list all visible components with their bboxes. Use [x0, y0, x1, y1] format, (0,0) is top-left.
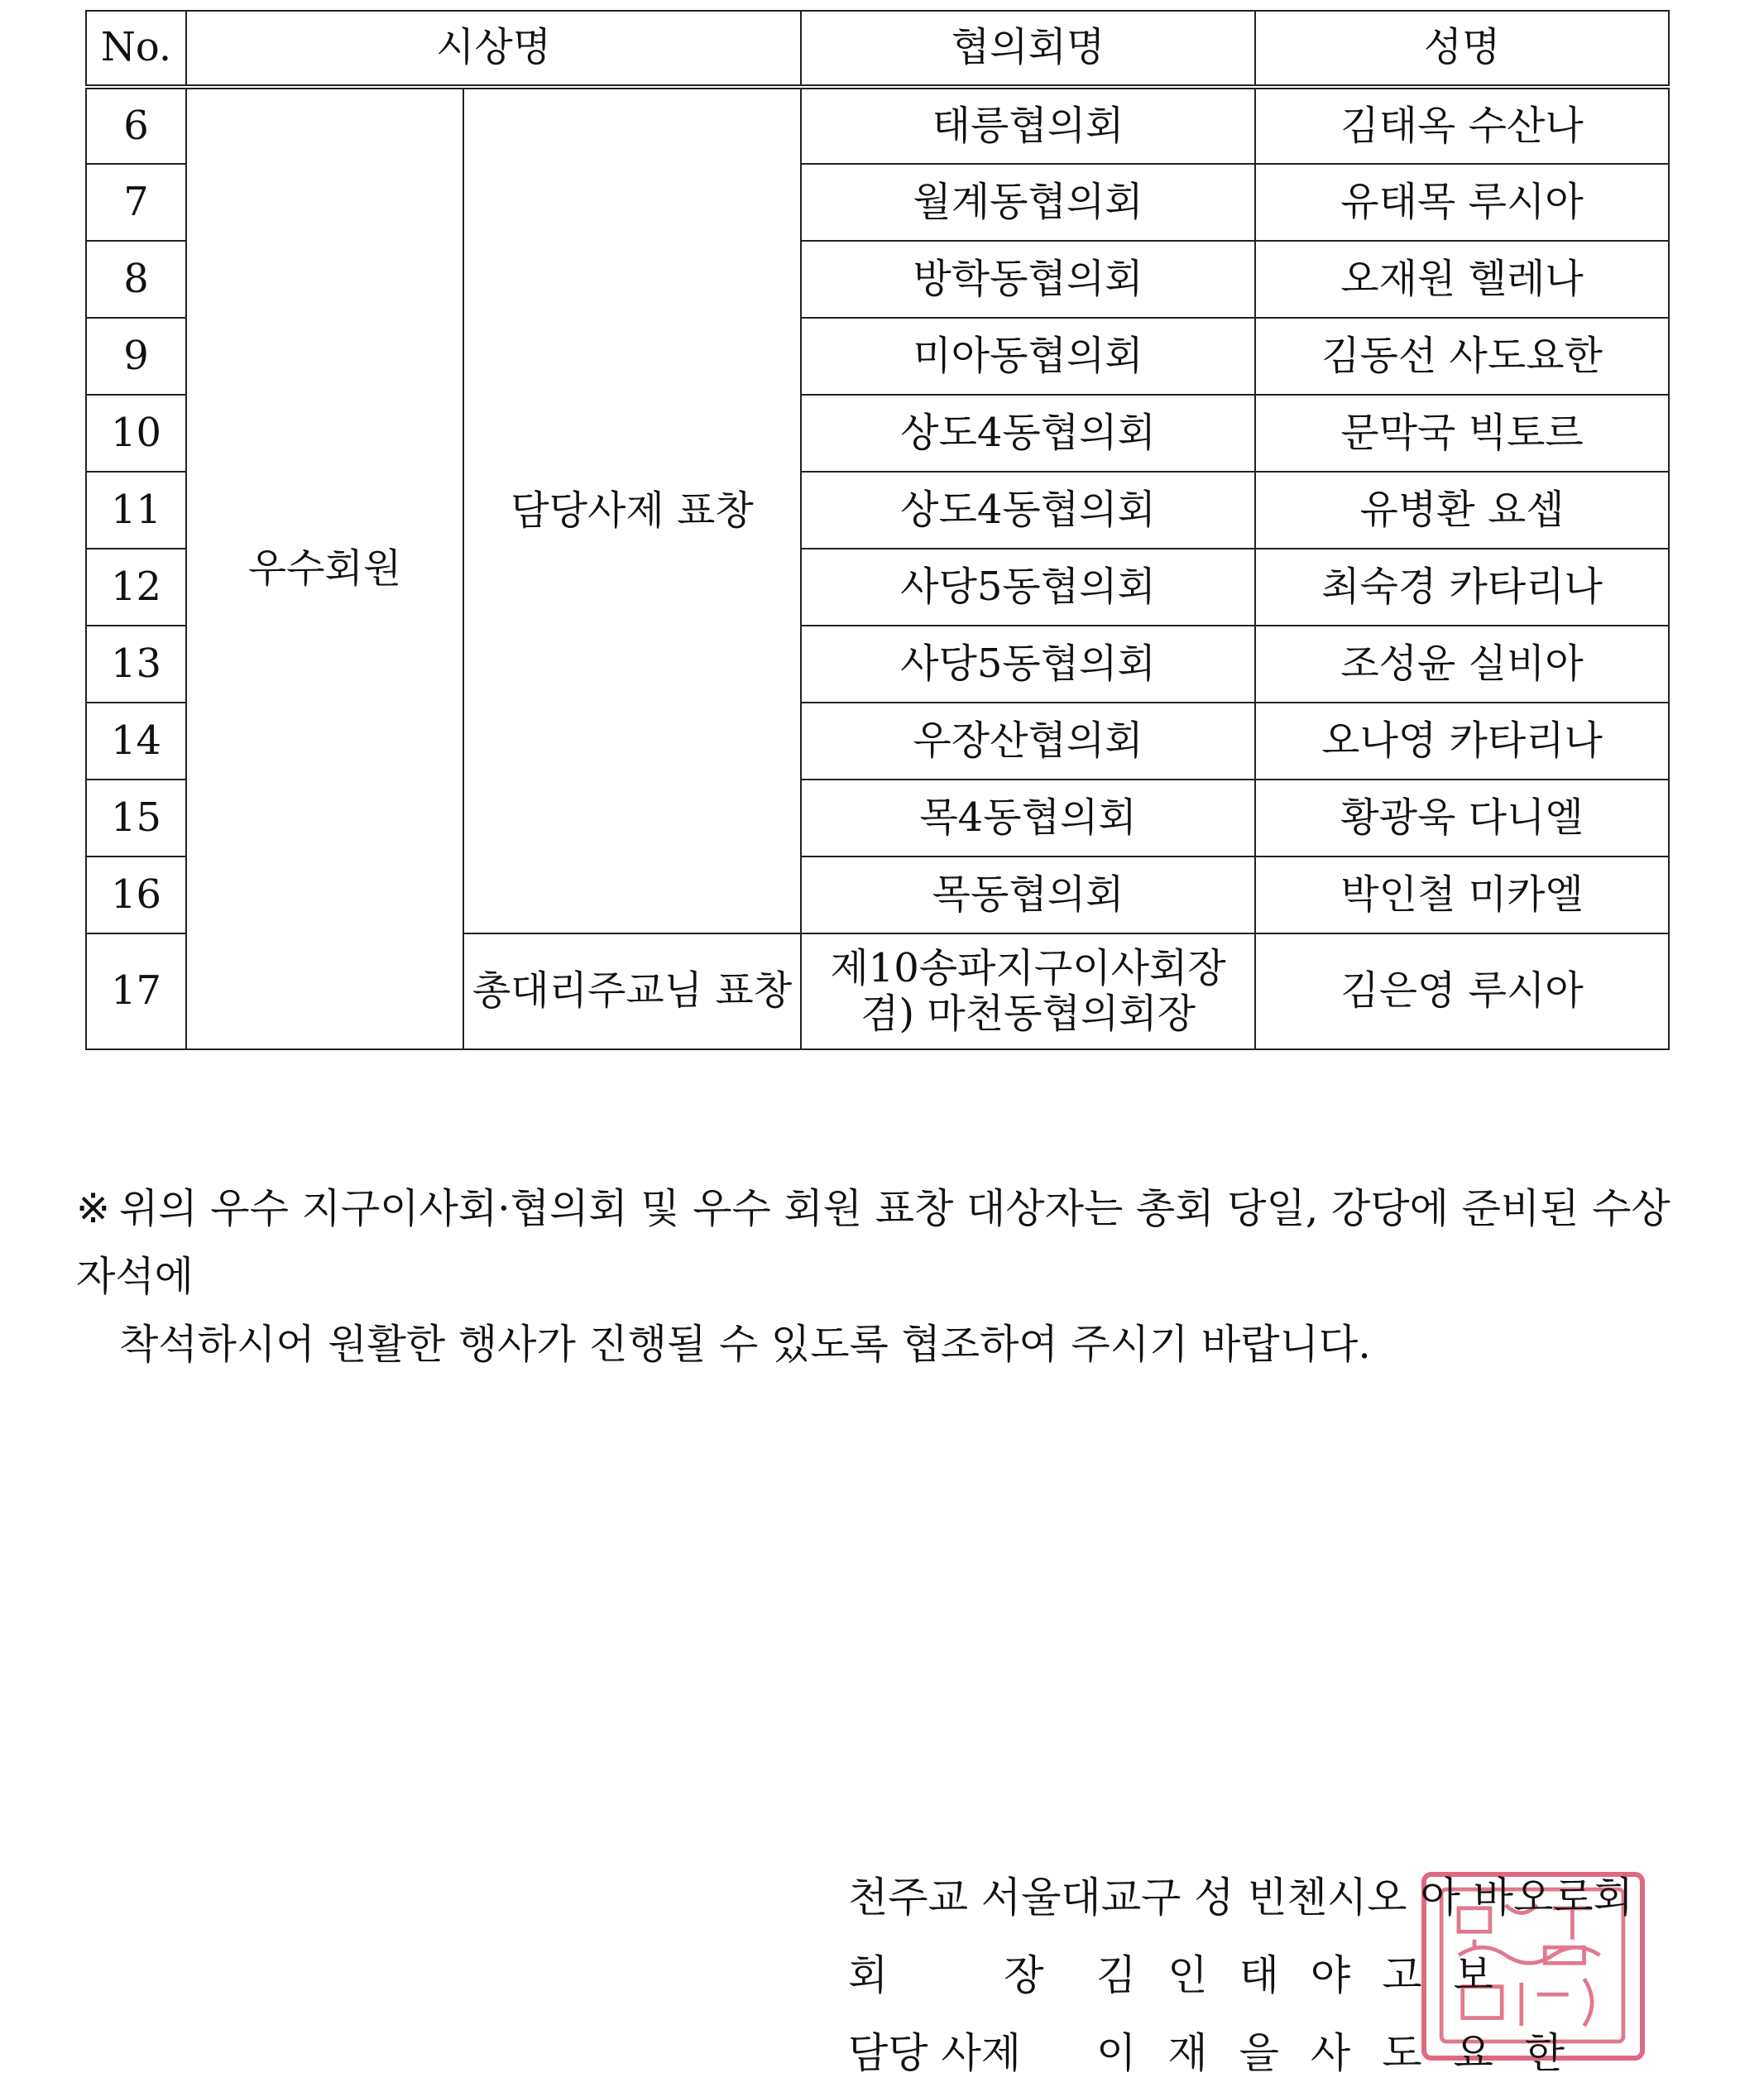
- row-council-line: 제10송파지구이사회장: [830, 944, 1226, 991]
- row-council-line: 겸) 마천동협의회장: [860, 991, 1196, 1037]
- reference-mark: ※: [76, 1185, 111, 1232]
- header-award: 시상명: [186, 11, 801, 87]
- row-council: 월계동협의회: [801, 164, 1255, 241]
- row-name: 김태옥 수산나: [1255, 87, 1669, 164]
- row-no: 11: [86, 472, 186, 549]
- row-no: 7: [86, 164, 186, 241]
- award-group-cell: 총대리주교님 표창: [463, 933, 801, 1049]
- header-name: 성명: [1255, 11, 1669, 87]
- row-name: 김은영 루시아: [1255, 933, 1669, 1049]
- row-name: 오재원 헬레나: [1255, 241, 1669, 318]
- row-council: [801, 933, 1255, 1049]
- row-no: 6: [86, 87, 186, 164]
- priest-line: [848, 2014, 1633, 2092]
- row-name: 유병환 요셉: [1255, 472, 1669, 549]
- organization-line: [848, 1859, 1633, 1936]
- header-council: 협의회명: [801, 11, 1255, 87]
- row-no: 15: [86, 780, 186, 856]
- row-name: 최숙경 카타리나: [1255, 549, 1669, 626]
- president-label: 회장: [848, 1951, 1160, 1999]
- row-name: 조성윤 실비아: [1255, 626, 1669, 703]
- row-council: 상도4동협의회: [801, 472, 1255, 549]
- row-no: 14: [86, 703, 186, 780]
- note-paragraph: [76, 1175, 1690, 1379]
- row-name: 문막국 빅토르: [1255, 395, 1669, 472]
- row-no: 9: [86, 318, 186, 395]
- award-group-cell: 담당사제 표창: [463, 87, 801, 933]
- row-name: 오나영 카타리나: [1255, 703, 1669, 780]
- note-line-2: 착석하시어 원활한 행사가 진행될 수 있도록 협조하여 주시기 바랍니다.: [119, 1321, 1371, 1368]
- row-council: 사당5동협의회: [801, 626, 1255, 703]
- row-council: 상도4동협의회: [801, 395, 1255, 472]
- award-recipients-table: [85, 10, 1670, 1050]
- row-no: 10: [86, 395, 186, 472]
- president-line: [848, 1936, 1633, 2014]
- row-no: 16: [86, 856, 186, 933]
- header-no: No.: [86, 11, 186, 87]
- priest-name: 이재을사도요한: [1096, 2029, 1597, 2077]
- row-council: 방학동협의회: [801, 241, 1255, 318]
- row-no: 8: [86, 241, 186, 318]
- row-name: 박인철 미카엘: [1255, 856, 1669, 933]
- category-cell: 우수회원: [186, 87, 463, 1049]
- row-council: 우장산협의회: [801, 703, 1255, 780]
- signature-block: [848, 1859, 1633, 2092]
- row-name: 황광욱 다니엘: [1255, 780, 1669, 856]
- row-no: 12: [86, 549, 186, 626]
- priest-label: 담당 사제: [848, 2029, 1022, 2077]
- row-name: 유태목 루시아: [1255, 164, 1669, 241]
- row-no: 13: [86, 626, 186, 703]
- row-council: 미아동협의회: [801, 318, 1255, 395]
- table-header-row: [86, 11, 1669, 87]
- president-name: 김인태야고보: [1096, 1951, 1525, 1999]
- note-line-1: 위의 우수 지구이사회·협의회 및 우수 회원 표창 대상자는 총회 당일, 강당에 준비된 수상자석에: [76, 1185, 1671, 1300]
- organization-name: 천주교 서울대교구 성 빈첸시오 아 바오로회: [848, 1874, 1633, 1922]
- row-council: 사당5동협의회: [801, 549, 1255, 626]
- row-council: 목동협의회: [801, 856, 1255, 933]
- row-no: 17: [86, 933, 186, 1049]
- row-council: 태릉협의회: [801, 87, 1255, 164]
- row-council: 목4동협의회: [801, 780, 1255, 856]
- table-row: [86, 87, 1669, 164]
- row-name: 김동선 사도요한: [1255, 318, 1669, 395]
